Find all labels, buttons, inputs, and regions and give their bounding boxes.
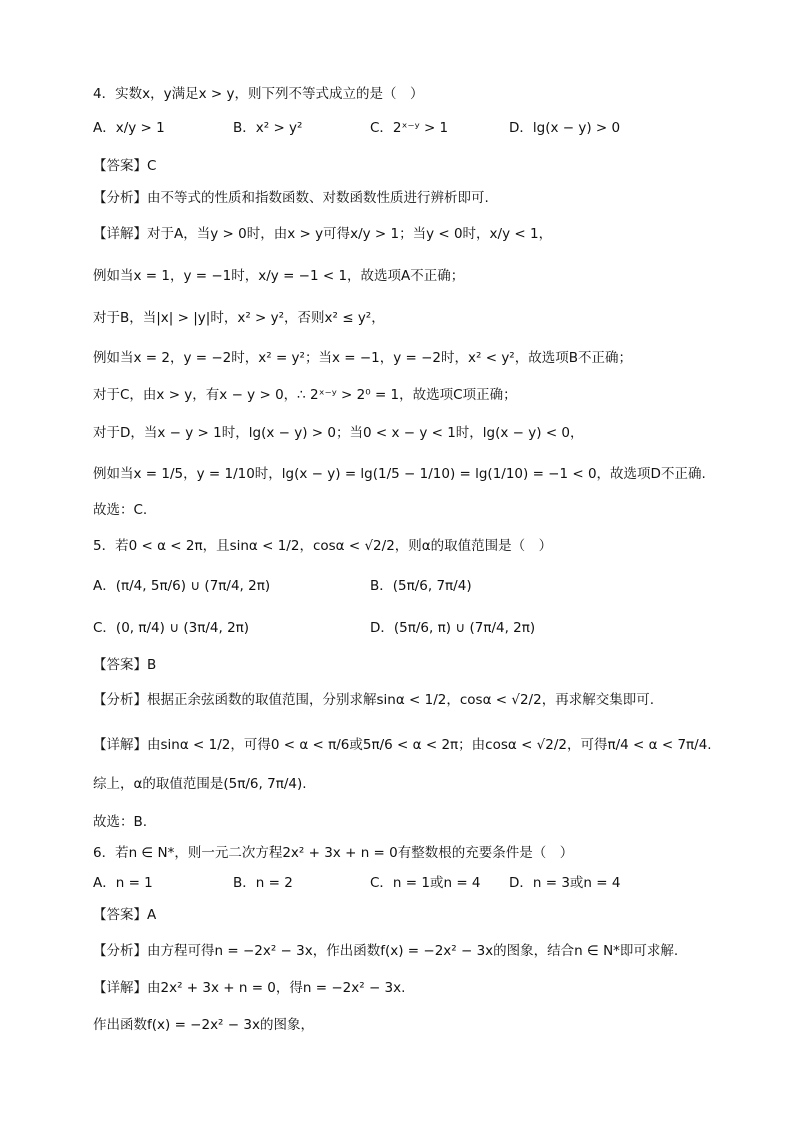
q5-option-c: C．(0, π/4) ∪ (3π/4, 2π) — [93, 620, 250, 636]
q6-answer: 【答案】A — [93, 907, 157, 923]
q4-option-b: B．x² > y² — [233, 120, 303, 136]
q6-option-a: A．n = 1 — [93, 875, 153, 891]
q5-option-a: A．(π/4, 5π/6) ∪ (7π/4, 2π) — [93, 578, 271, 594]
q6-analysis: 【分析】由方程可得n = −2x² − 3x，作出函数f(x) = −2x² − 3x的图象，结合n ∈ N*即可求解. — [93, 943, 679, 959]
q4-choice: 故选：C. — [93, 502, 148, 518]
q4-answer: 【答案】C — [93, 158, 157, 174]
q6-detail-1: 【详解】由2x² + 3x + n = 0，得n = −2x² − 3x. — [93, 980, 406, 996]
q5-stem: 5．若0 < α < 2π，且sinα < 1/2，cosα < √2/2，则α的取值范围是（ ） — [93, 538, 553, 554]
q4-option-d: D．lg(x − y) > 0 — [509, 120, 621, 136]
q5-choice: 故选：B. — [93, 814, 148, 830]
q6-stem: 6．若n ∈ N*，则一元二次方程2x² + 3x + n = 0有整数根的充要条件是（ ） — [93, 845, 574, 861]
q4-option-a: A．x/y > 1 — [93, 120, 165, 136]
q4-analysis: 【分析】由不等式的性质和指数函数、对数函数性质进行辨析即可. — [93, 190, 489, 206]
q5-detail-2: 综上，α的取值范围是(5π/6, 7π/4). — [93, 776, 307, 792]
q6-detail-2: 作出函数f(x) = −2x² − 3x的图象， — [93, 1017, 314, 1033]
q6-option-d: D．n = 3或n = 4 — [509, 875, 621, 891]
q5-option-b: B．(5π/6, 7π/4) — [370, 578, 472, 594]
q5-option-d: D．(5π/6, π) ∪ (7π/4, 2π) — [370, 620, 536, 636]
q5-detail-1: 【详解】由sinα < 1/2，可得0 < α < π/6或5π/6 < α < 2π；由cosα < √2/2，可得π/4 < α < 7π/4. — [93, 737, 712, 753]
q4-detail-1: 【详解】对于A，当y > 0时，由x > y可得x/y > 1；当y < 0时，x/y < 1， — [93, 226, 553, 242]
q4-detail-4: 例如当x = 2，y = −2时，x² = y²；当x = −1，y = −2时，x² < y²，故选项B不正确； — [93, 350, 632, 366]
q4-detail-2: 例如当x = 1，y = −1时，x/y = −1 < 1，故选项A不正确； — [93, 268, 465, 284]
q6-option-b: B．n = 2 — [233, 875, 293, 891]
q4-stem: 4．实数x，y满足x > y，则下列不等式成立的是（ ） — [93, 86, 424, 102]
q4-detail-7: 例如当x = 1/5，y = 1/10时，lg(x − y) = lg(1/5 − 1/10) = lg(1/10) = −1 < 0，故选项D不正确. — [93, 466, 706, 482]
q5-answer: 【答案】B — [93, 657, 157, 673]
q6-option-c: C．n = 1或n = 4 — [370, 875, 481, 891]
q4-option-c: C．2ˣ⁻ʸ > 1 — [370, 120, 449, 136]
q4-detail-6: 对于D，当x − y > 1时，lg(x − y) > 0；当0 < x − y < 1时，lg(x − y) < 0， — [93, 425, 584, 441]
q5-analysis: 【分析】根据正余弦函数的取值范围，分别求解sinα < 1/2，cosα < √2/2，再求解交集即可. — [93, 692, 654, 708]
q4-detail-5: 对于C，由x > y，有x − y > 0，∴ 2ˣ⁻ʸ > 2⁰ = 1，故选项C项正确； — [93, 387, 517, 403]
q4-detail-3: 对于B，当|x| > |y|时，x² > y²，否则x² ≤ y²， — [93, 310, 385, 326]
